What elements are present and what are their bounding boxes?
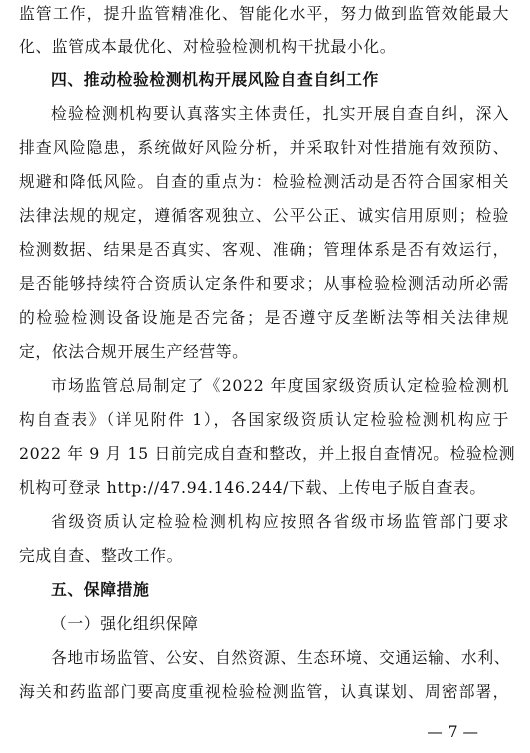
body-line: 定，依法合规开展生产经营等。 (19, 342, 249, 361)
body-line: 市场监管总局制定了《2022 年度国家级资质认定检验检测机 (51, 376, 509, 395)
body-line: 构自查表》（详见附件 1），各国家级资质认定检验检测机构应于 (19, 410, 509, 429)
body-line: 的检验检测设备设施是否完备；是否遵守反垄断法等相关法律规 (19, 308, 509, 327)
page-number: — 7 — (427, 723, 478, 741)
body-line: 机构可登录 http://47.94.146.244/下载、上传电子版自查表。 (19, 478, 486, 497)
body-line: 排查风险隐患，系统做好风险分析，并采取针对性措施有效预防、 (19, 138, 509, 157)
body-line: 各地市场监管、公安、自然资源、生态环境、交通运输、水利、 (51, 648, 511, 667)
body-line: 化、监管成本最优化、对检验检测机构干扰最小化。 (19, 37, 397, 56)
body-line: 检验检测机构要认真落实主体责任，扎实开展自查自纠，深入 (51, 104, 509, 123)
body-line: 省级资质认定检验检测机构应按照各省级市场监管部门要求 (51, 512, 509, 531)
body-line: 海关和药监部门要高度重视检验检测监管，认真谋划、周密部署， (19, 682, 509, 701)
body-line: 法律法规的规定，遵循客观独立、公平公正、诚实信用原则；检验 (19, 206, 509, 225)
subsection-heading: （一）强化组织保障 (51, 614, 199, 633)
body-line: 检测数据、结果是否真实、客观、准确；管理体系是否有效运行， (19, 240, 509, 259)
section-heading: 五、保障措施 (51, 580, 150, 599)
body-line: 规避和降低风险。自查的重点为：检验检测活动是否符合国家相关 (19, 172, 509, 191)
body-line: 监管工作，提升监管精准化、智能化水平，努力做到监管效能最大 (19, 4, 509, 23)
section-heading: 四、推动检验检测机构开展风险自查自纠工作 (51, 70, 379, 89)
body-line: 2022 年 9 月 15 日前完成自查和整改，并上报自查情况。检验检测 (19, 444, 516, 463)
body-line: 是否能够持续符合资质认定条件和要求；从事检验检测活动所必需 (19, 274, 509, 293)
body-line: 完成自查、整改工作。 (19, 546, 183, 565)
